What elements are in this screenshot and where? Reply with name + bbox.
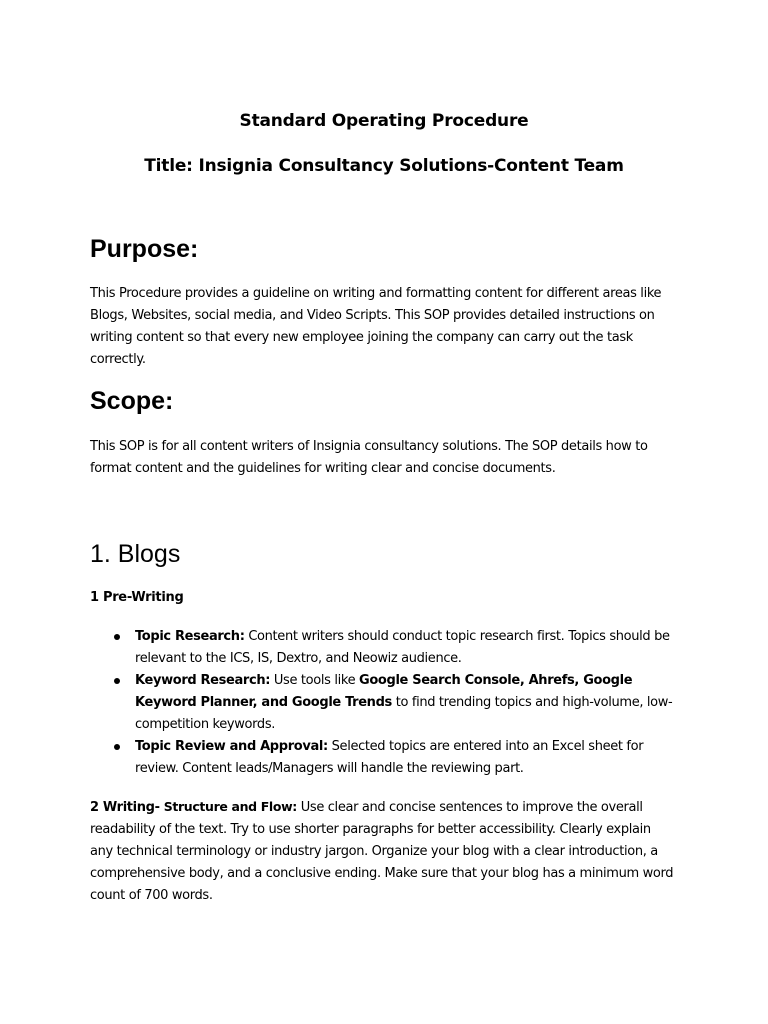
writing-text: Use clear and concise sentences to improve the overall readability of the text. Try to use shorter paragraphs for better accessibility. Clearly explain any technical terminology or industry jargon. Organize your blog with a clear introduction, a comprehensive body, and a conclusive ending. Make sure that your blog has a minimum word count of 700 words. [90,800,674,903]
structure-flow-label: Structure and Flow: [159,799,297,814]
list-item [90,626,675,670]
bullet-icon [114,678,120,684]
document-title: Title: Insignia Consultancy Solutions-Content Team [144,156,624,176]
bullet-icon [114,634,120,640]
topic-research-label: Topic Research: [135,629,245,644]
bullet-icon [114,744,120,750]
document-heading: Standard Operating Procedure [239,111,529,131]
writing-number-label: 2 Writing- [90,800,160,815]
keyword-research-tools: Google Search Console, Ahrefs, Google Keyword Planner, and Google Trends [135,673,633,710]
topic-research-text: Content writers should conduct topic research first. Topics should be relevant to the ICS, IS, Dextro, and Neowiz audience. [135,629,670,666]
keyword-research-text-before: Use tools like [270,673,360,688]
purpose-paragraph: This Procedure provides a guideline on writing and formatting content for different areas like Blogs, Websites, social media, and Video Scripts. This SOP provides detailed instructions on writing content so that every new employee joining the company can carry out the task correctly. [90,286,662,367]
keyword-research-label: Keyword Research: [135,673,271,688]
list-item [90,736,675,780]
writing-paragraph [90,796,675,907]
keyword-research-text-after: to find trending topics and high-volume, low-competition keywords. [135,695,673,732]
purpose-heading: Purpose: [90,235,199,263]
scope-paragraph: This SOP is for all content writers of Insignia consultancy solutions. The SOP details how to format content and the guidelines for writing clear and concise documents. [90,439,648,476]
prewriting-list [90,626,675,780]
list-item [90,670,675,736]
blogs-heading: 1. Blogs [90,540,181,568]
prewriting-heading: 1 Pre-Writing [90,590,184,605]
scope-heading: Scope: [90,387,174,415]
topic-review-text: Selected topics are entered into an Excel sheet for review. Content leads/Managers will handle the reviewing part. [135,739,644,776]
topic-review-label: Topic Review and Approval: [135,739,328,754]
